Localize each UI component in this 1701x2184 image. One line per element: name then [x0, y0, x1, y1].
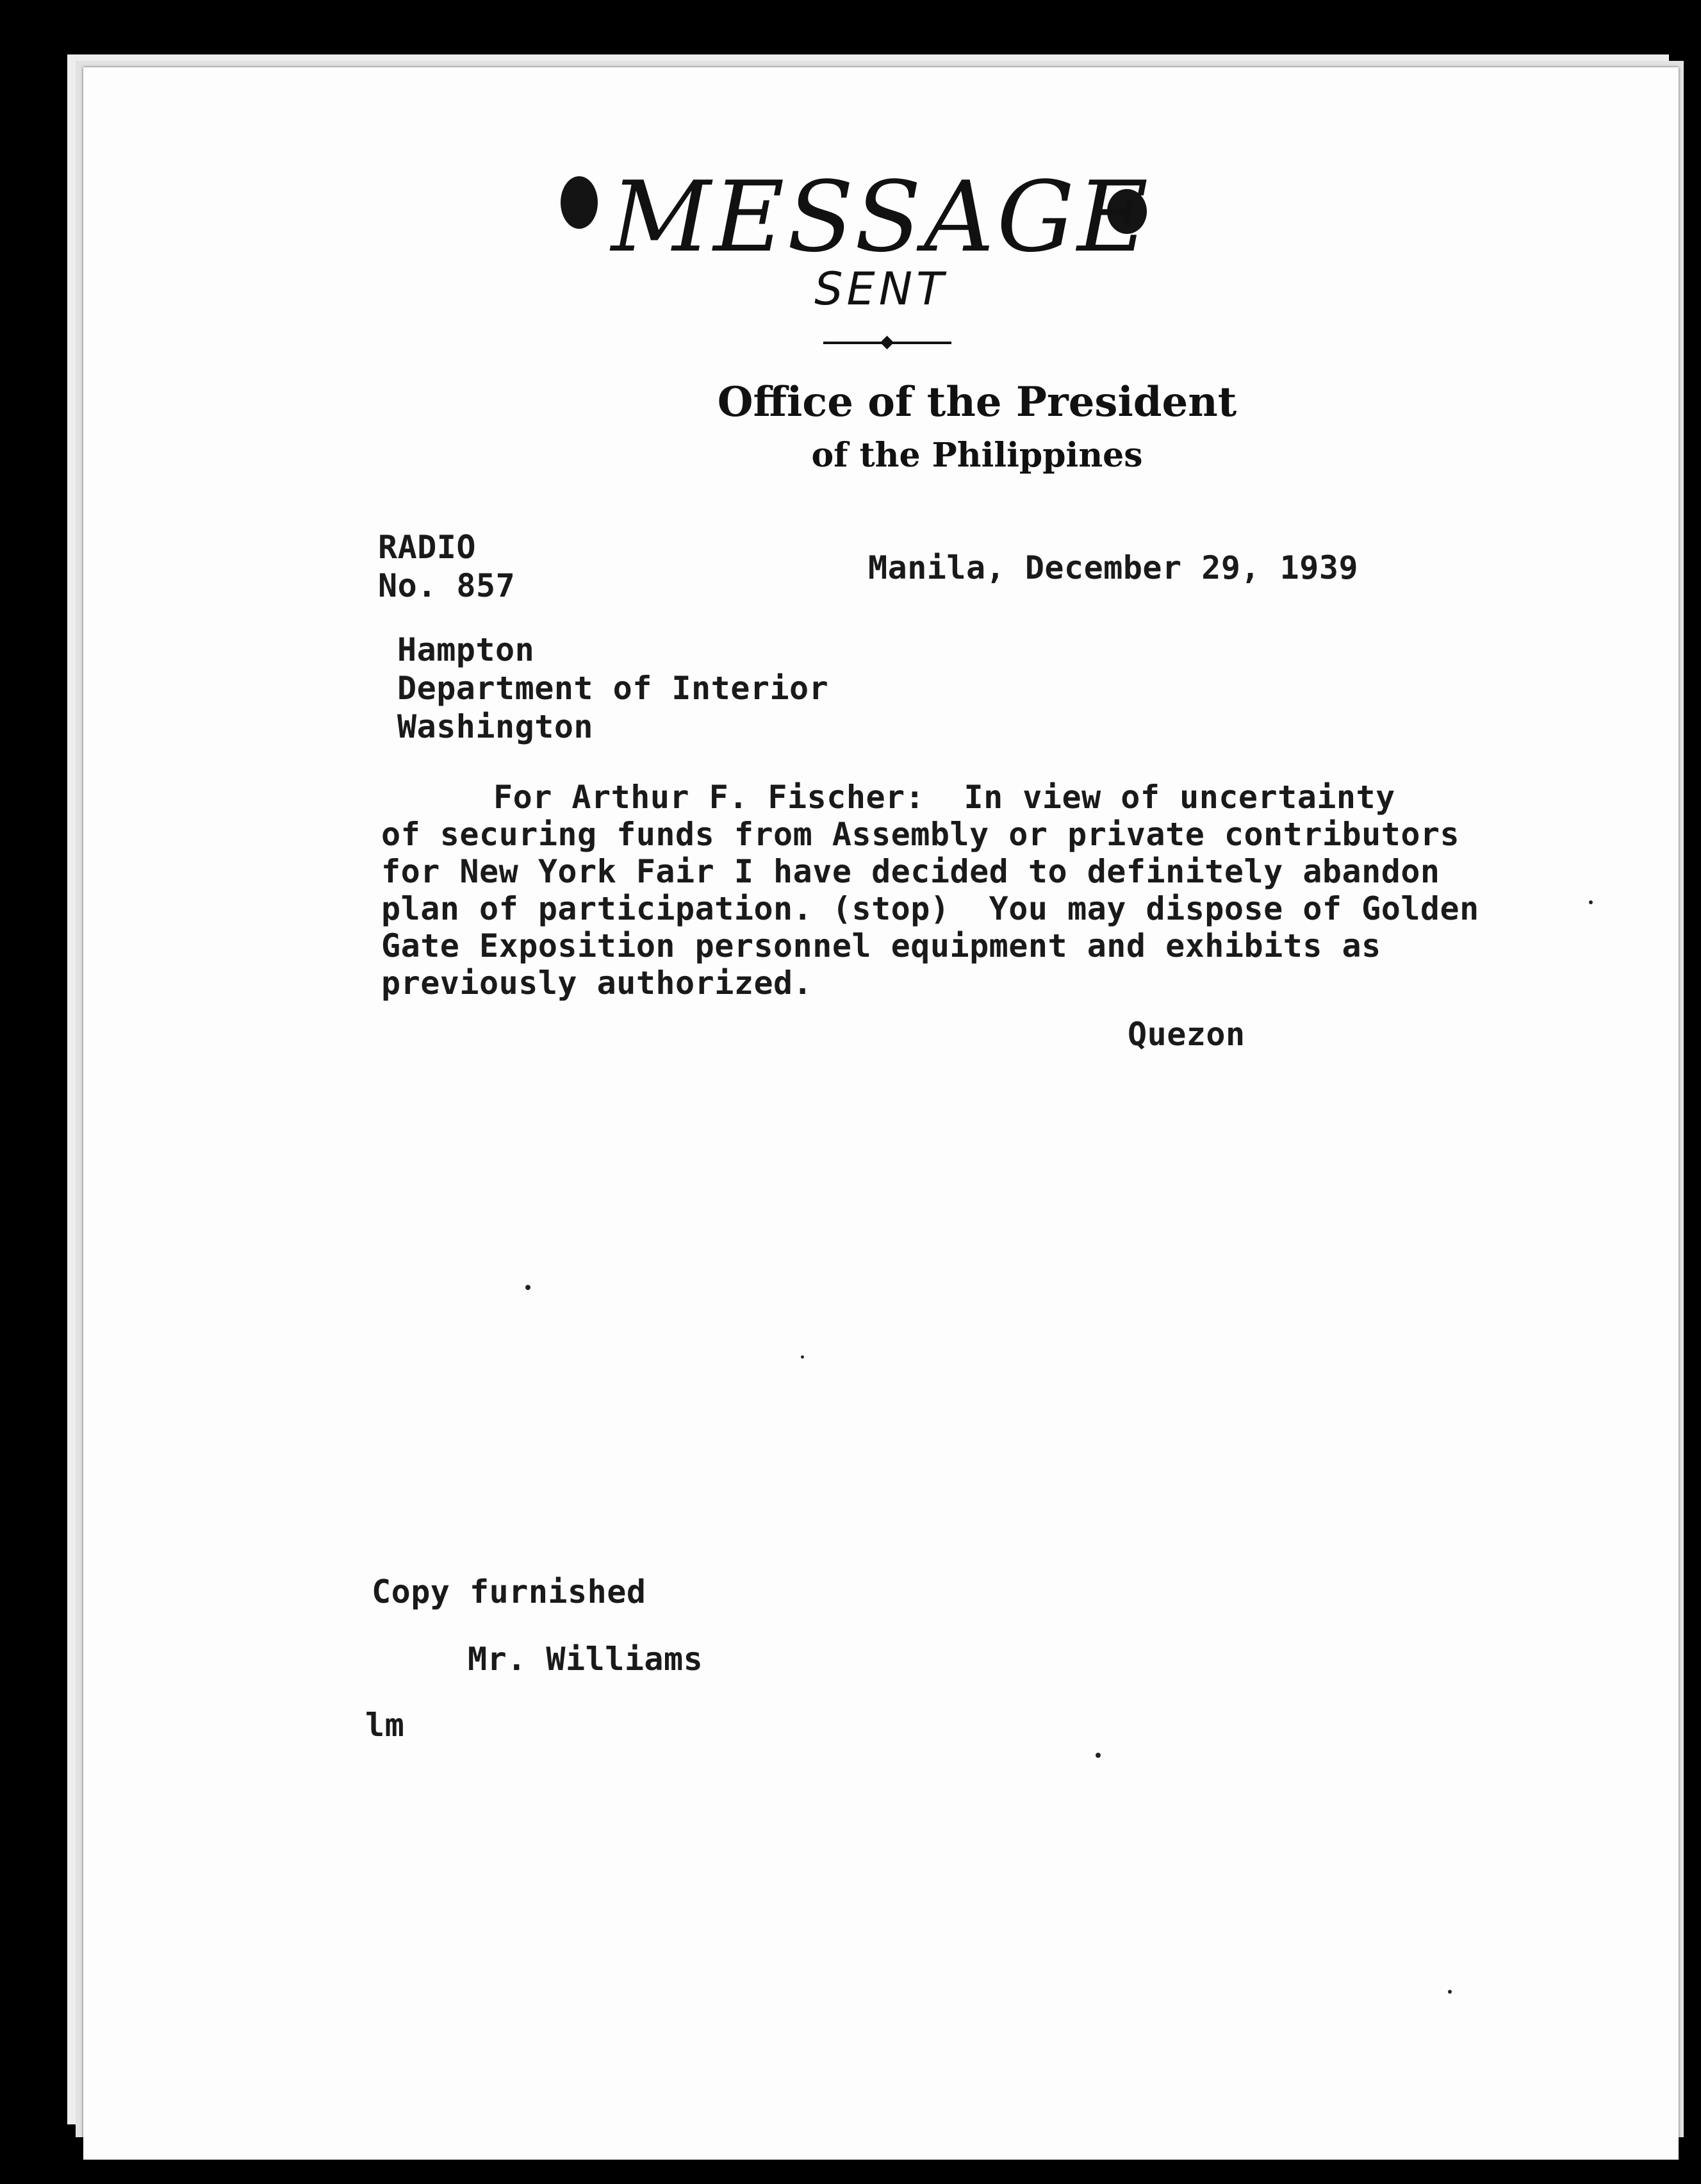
- body-line: of securing funds from Assembly or private contributors: [381, 816, 1460, 853]
- signature: Quezon: [1128, 1016, 1245, 1053]
- paper-speck: [1448, 1990, 1452, 1994]
- paper-speck: [801, 1355, 804, 1359]
- body-line: plan of participation. (stop) You may dispose of Golden: [381, 890, 1479, 927]
- paper-speck: [1589, 900, 1593, 904]
- copy-furnished-label: Copy furnished: [372, 1573, 646, 1610]
- addressee-name: Hampton: [397, 631, 535, 668]
- document-page: [83, 67, 1679, 2160]
- place-date: Manila, December 29, 1939: [868, 549, 1359, 586]
- office-subheading: of the Philippines: [811, 436, 1143, 475]
- message-type: RADIO: [378, 529, 477, 566]
- body-line: previously authorized.: [381, 964, 813, 1002]
- body-line: for New York Fair I have decided to definitely abandon: [381, 853, 1440, 890]
- typist-initials: lm: [365, 1707, 405, 1744]
- body-line: Gate Exposition personnel equipment and exhibits as: [381, 927, 1381, 964]
- body-line: For Arthur F. Fischer: In view of uncertainty: [493, 779, 1395, 816]
- addressee-city: Washington: [397, 708, 594, 745]
- paper-speck: [1096, 1753, 1101, 1758]
- divider-ornament: [880, 336, 894, 349]
- copy-recipient: Mr. Williams: [468, 1641, 703, 1678]
- message-title: MESSAGE: [611, 160, 1151, 274]
- message-number: No. 857: [378, 567, 516, 604]
- message-status: SENT: [814, 263, 948, 315]
- office-heading: Office of the President: [717, 378, 1237, 426]
- paper-speck: [525, 1285, 530, 1290]
- addressee-department: Department of Interior: [397, 670, 829, 707]
